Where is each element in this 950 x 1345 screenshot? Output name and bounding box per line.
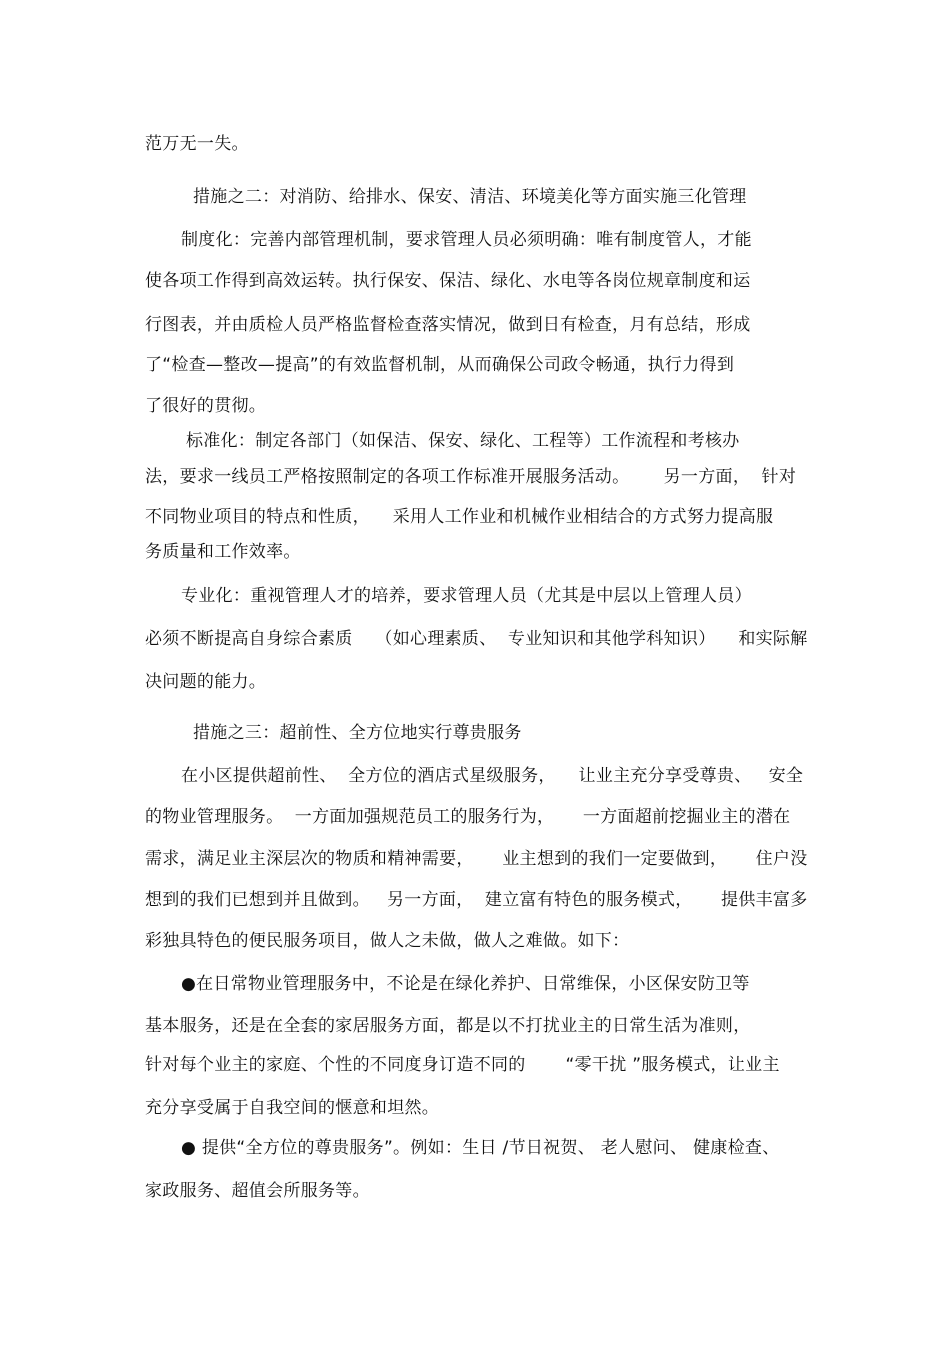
text-line: 法，要求一线员工严格按照制定的各项工作标准开展服务活动。 另一方面， 针对: [145, 467, 797, 487]
text-line: 了“检查—整改—提高”的有效监督机制，从而确保公司政令畅通，执行力得到: [145, 355, 735, 375]
section-heading: 措施之二：对消防、给排水、保安、清洁、环境美化等方面实施三化管理: [193, 187, 747, 207]
text-line: 想到的我们已想到并且做到。 另一方面， 建立富有特色的服务模式， 提供丰富多: [145, 890, 808, 910]
text-line: 范万无一失。: [145, 134, 249, 154]
text-line: 基本服务，还是在全套的家居服务方面，都是以不打扰业主的日常生活为准则，: [145, 1016, 751, 1036]
text-line: 在小区提供超前性、 全方位的酒店式星级服务， 让业主充分享受尊贵、 安全: [181, 766, 804, 786]
bullet-item: ● 提供“全方位的尊贵服务”。例如：生日 /节日祝贺、 老人慰问、 健康检查、: [181, 1138, 780, 1158]
section-heading: 措施之三：超前性、全方位地实行尊贵服务: [193, 723, 522, 743]
text-line: 针对每个业主的家庭、个性的不同度身订造不同的 “零干扰 ”服务模式，让业主: [145, 1055, 780, 1075]
text-line: 需求，满足业主深层次的物质和精神需要， 业主想到的我们一定要做到， 住户没: [145, 849, 808, 869]
text-line: 行图表，并由质检人员严格监督检查落实情况，做到日有检查，月有总结，形成: [145, 315, 751, 335]
text-line: 务质量和工作效率。: [145, 542, 301, 562]
text-line: 必须不断提高自身综合素质 （如心理素质、 专业知识和其他学科知识） 和实际解: [145, 629, 808, 649]
bullet-item: ●在日常物业管理服务中，不论是在绿化养护、日常维保，小区保安防卫等: [181, 974, 750, 994]
text-line: 标准化：制定各部门（如保洁、保安、绿化、工程等）工作流程和考核办: [186, 431, 740, 451]
text-line: 决问题的能力。: [145, 672, 267, 692]
text-line: 制度化：完善内部管理机制，要求管理人员必须明确：唯有制度管人，才能: [181, 230, 752, 250]
text-line: 彩独具特色的便民服务项目，做人之未做，做人之难做。如下：: [145, 931, 630, 951]
text-line: 的物业管理服务。 一方面加强规范员工的服务行为， 一方面超前挖掘业主的潜在: [145, 807, 791, 827]
text-line: 充分享受属于自我空间的惬意和坦然。: [145, 1098, 440, 1118]
text-line: 使各项工作得到高效运转。执行保安、保洁、绿化、水电等各岗位规章制度和运: [145, 271, 751, 291]
text-line: 不同物业项目的特点和性质， 采用人工作业和机械作业相结合的方式努力提高服: [145, 507, 774, 527]
text-line: 了很好的贯彻。: [145, 396, 267, 416]
text-line: 专业化：重视管理人才的培养，要求管理人员（尤其是中层以上管理人员）: [181, 586, 752, 606]
text-line: 家政服务、超值会所服务等。: [145, 1181, 370, 1201]
